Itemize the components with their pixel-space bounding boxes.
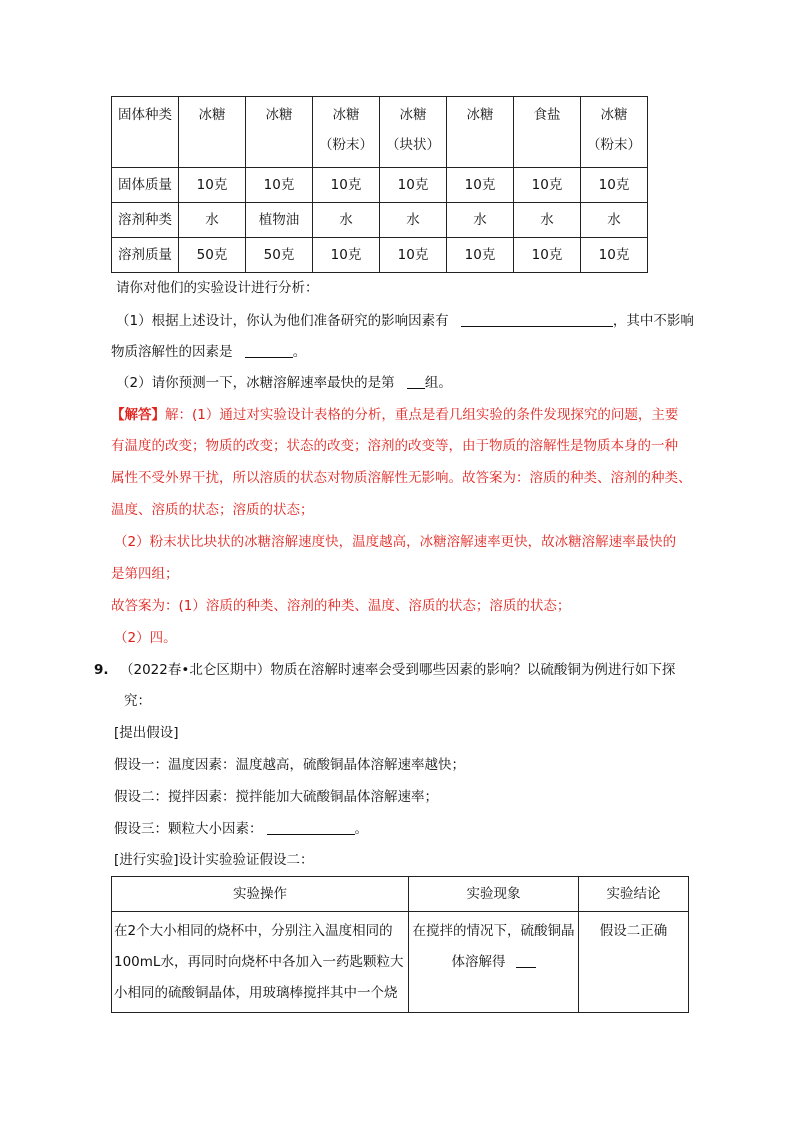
operation-cell: 在2个大小相同的烧杯中，分别注入温度相同的 100mL水，再同时向烧杯中各加入一药匙颗粒大 小相同的硫酸铜晶体，用玻璃棒搅拌其中一个烧 [112, 912, 409, 1013]
answer-blank[interactable] [516, 953, 536, 968]
solubility-design-table [111, 96, 648, 273]
column-header: 实验结论 [579, 877, 689, 912]
experiment-title: [进行实验]设计实验验证假设二： [114, 852, 314, 868]
row-header: 固体质量 [112, 168, 179, 203]
question-1-line-1: （1）根据上述设计，你认为他们准备研究的影响因素有 ，其中不影响 [116, 313, 694, 329]
table-cell: 植物油 [246, 203, 313, 238]
column-header: 实验操作 [112, 877, 409, 912]
table-cell: 10克 [380, 168, 447, 203]
problem-stem: （2022春•北仑区期中）物质在溶解时速率会受到哪些因素的影响？以硫酸铜为例进行如下探 [120, 662, 676, 678]
table-cell: 冰糖 [246, 97, 313, 168]
answer-line: （2）粉末状比块状的冰糖溶解速度快，温度越高，冰糖溶解速率更快，故冰糖溶解速率最快的 [114, 534, 677, 550]
answer-blank[interactable] [407, 374, 425, 389]
table-row [112, 97, 648, 168]
table-cell: 冰糖 （粉末） [581, 97, 648, 168]
table-cell: 冰糖 （块状） [380, 97, 447, 168]
table-cell: 10克 [514, 238, 581, 273]
column-header: 实验现象 [409, 877, 579, 912]
table-row [112, 238, 648, 273]
table-cell: 水 [447, 203, 514, 238]
table-cell: 10克 [246, 168, 313, 203]
table-row [112, 203, 648, 238]
table-cell: 食盐 [514, 97, 581, 168]
table-row [112, 168, 648, 203]
hypothesis-3: 假设三：颗粒大小因素： 。 [114, 821, 368, 837]
table-cell: 水 [313, 203, 380, 238]
table-cell: 水 [380, 203, 447, 238]
table-cell: 10克 [514, 168, 581, 203]
answer-line: 温度、溶质的状态；溶质的状态； [111, 502, 314, 518]
answer-line: 【解答】解：(1）通过对实验设计表格的分析，重点是看几组实验的条件发现探究的问题，主要 [111, 407, 679, 423]
table-cell: 10克 [447, 238, 514, 273]
table-cell: 10克 [313, 238, 380, 273]
conclusion-cell: 假设二正确 [579, 912, 689, 1013]
table-cell: 10克 [581, 238, 648, 273]
table-row [112, 912, 689, 1013]
answer-tag: 【解答】 [111, 407, 165, 423]
table-cell: 水 [581, 203, 648, 238]
table-cell: 50克 [179, 238, 246, 273]
answer-line: （2）四。 [114, 630, 177, 646]
answer-blank[interactable] [461, 312, 613, 327]
table-cell: 冰糖 （粉末） [313, 97, 380, 168]
experiment-table [111, 876, 689, 1013]
hypothesis-2: 假设二：搅拌因素：搅拌能加大硫酸铜晶体溶解速率； [114, 789, 438, 805]
problem-stem: 究： [124, 693, 151, 709]
question-1-line-2: 物质溶解性的因素是 。 [111, 344, 307, 360]
phenomenon-cell: 在搅拌的情况下，硫酸铜晶 体溶解得 [409, 912, 579, 1013]
table-cell: 10克 [179, 168, 246, 203]
table-cell: 50克 [246, 238, 313, 273]
problem-number: 9. [94, 662, 109, 678]
table-cell: 水 [179, 203, 246, 238]
answer-line: 是第四组； [111, 566, 179, 582]
table-cell: 10克 [581, 168, 648, 203]
row-header: 溶剂种类 [112, 203, 179, 238]
table-cell: 冰糖 [179, 97, 246, 168]
answer-line: 有温度的改变；物质的改变；状态的改变；溶剂的改变等，由于物质的溶解性是物质本身的一种 [111, 438, 678, 454]
answer-line: 故答案为：(1）溶质的种类、溶剂的种类、温度、溶质的状态；溶质的状态； [111, 598, 571, 614]
table-cell: 10克 [380, 238, 447, 273]
table-cell: 冰糖 [447, 97, 514, 168]
row-header: 溶剂质量 [112, 238, 179, 273]
table-cell: 10克 [313, 168, 380, 203]
answer-line: 属性不受外界干扰，所以溶质的状态对物质溶解性无影响。故答案为：溶质的种类、溶剂的种类、 [111, 470, 692, 486]
hypothesis-title: [提出假设] [114, 725, 179, 741]
answer-blank[interactable] [267, 820, 355, 835]
answer-blank[interactable] [245, 343, 293, 358]
table-cell: 水 [514, 203, 581, 238]
table-header-row [112, 877, 689, 912]
row-header: 固体种类 [112, 97, 179, 168]
table-cell: 10克 [447, 168, 514, 203]
analysis-prompt: 请你对他们的实验设计进行分析： [116, 280, 319, 296]
question-2: （2）请你预测一下，冰糖溶解速率最快的是第 组。 [116, 375, 452, 391]
hypothesis-1: 假设一：温度因素：温度越高，硫酸铜晶体溶解速率越快； [114, 757, 465, 773]
